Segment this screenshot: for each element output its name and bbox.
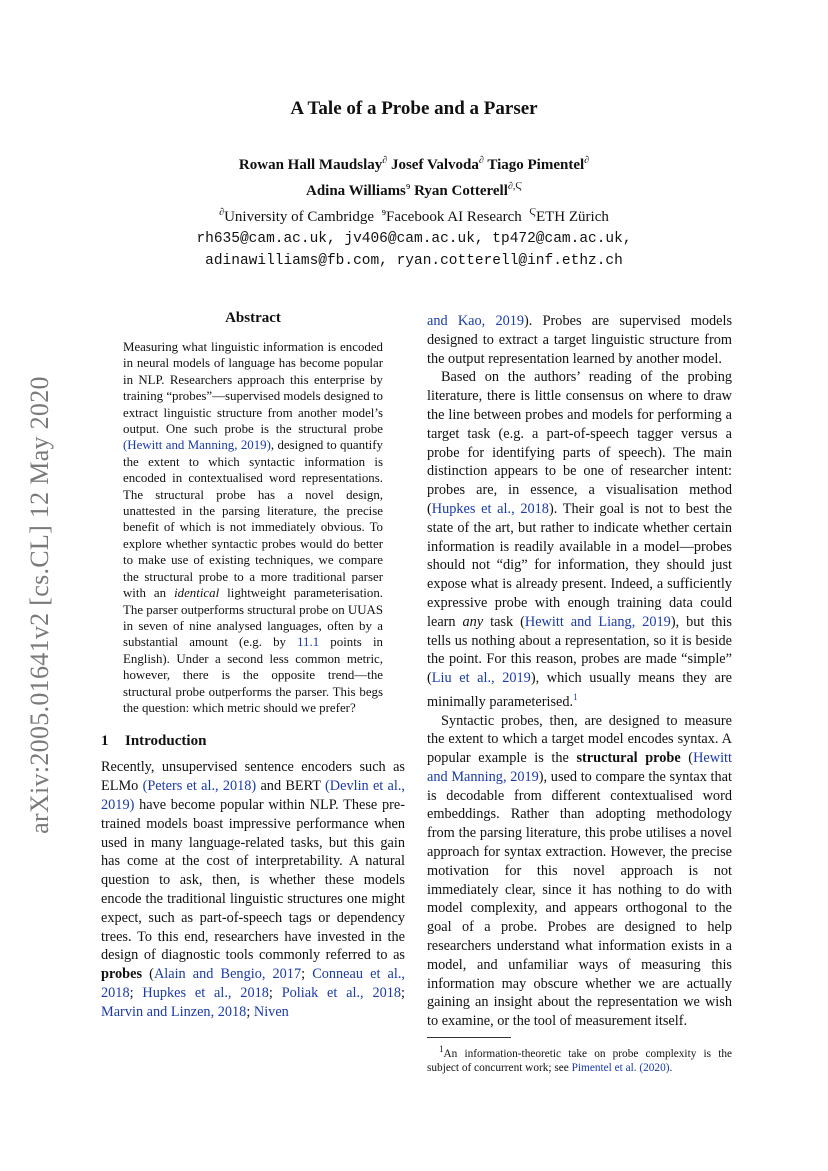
right-paragraph-1 (427, 312, 732, 368)
body-span: Based on the authors’ reading of the probing literature, there is little consensus on where to draw the line between probes and models for performing a target task (e.g. a part-of-speech tagger versus a probe for identifying parts of speech). The main distinction appears to be one of researcher intent: probes are, in essence, a visualisation method ( (427, 369, 732, 517)
author-block (0, 150, 828, 272)
left-column (101, 310, 405, 1022)
abstract-span: , designed to quantify the extent to which syntactic information is encoded in contextualised word representations. The structural probe has a novel design, unattested in the parsing literature, the precise benefit of which is not immediately obvious. To explore whether syntactic probes would do better to make use of existing techniques, we compare the structural probe to a more traditional parser with an (123, 438, 384, 601)
author-line-1 (0, 150, 828, 176)
affiliations (0, 202, 828, 228)
affiliation: University of Cambridge (224, 209, 375, 225)
body-span: ( (680, 750, 694, 767)
section-title: Introduction (125, 733, 207, 750)
body-span: ; (401, 984, 406, 1001)
footnote (427, 1042, 732, 1075)
arxiv-id-text: arXiv:2005.01641v2 [cs.CL] 12 May 2020 (25, 376, 54, 834)
affiliation-sup: Ϛ (529, 207, 536, 218)
author-sup: ∂ (478, 155, 484, 166)
author-sup: ∂ (584, 155, 590, 166)
author-emails-line-2: adinawilliams@fb.com, ryan.cotterell@inf.ethz.ch (205, 253, 623, 269)
right-paragraph-3 (427, 712, 732, 1032)
footnote-number: 1 (439, 1044, 444, 1055)
citation-link[interactable]: Pimentel et al. (2020) (571, 1061, 670, 1074)
abstract-span: points in English). Under a second less common metric, however, there is the opposite trend—the structural probe outperforms the parser. This begs the question: which metric should we prefer? (123, 635, 383, 715)
citation-link[interactable]: Conneau et al., 2018 (101, 966, 405, 1001)
author-sup: ∂ (382, 155, 388, 166)
abstract-number: 11.1 (297, 635, 320, 650)
citation-link[interactable]: Hewitt and Liang, 2019 (524, 613, 671, 630)
citation-link[interactable]: and Kao, 2019 (427, 313, 525, 329)
body-span: ), used to compare the syntax that is decodable from different contextualised word embeddings. Rather than adopting methodology from the parsing literature, this probe utilises a novel approach for syntax extraction. However, the precise motivation for this novel approach is not immediately clear, since it has nothing to do with model complexity, and appears orthogonal to the goal of a probe. Probes are designed to help researchers understand what information exists in a model, and unfamiliar ways of measuring this information may obscure whether we are actually gaining an insight about the representation we wish to examine, or the tool of measurement itself. (427, 768, 732, 1030)
citation-link[interactable]: Marvin and Linzen, 2018 (101, 1003, 247, 1020)
body-span: ; (268, 984, 282, 1001)
abstract-heading: Abstract (225, 310, 281, 326)
right-paragraph-2 (427, 368, 732, 711)
author-name: Ryan Cotterell (414, 183, 508, 199)
body-span: ; (301, 966, 313, 983)
paper-title: A Tale of a Probe and a Parser (290, 98, 538, 119)
footnote-rule (427, 1037, 511, 1038)
footnote-span: An information-theoretic take on probe complexity is the subject of concurrent work; see (427, 1047, 732, 1074)
body-span: ), which usually means they are minimally parameterised. (427, 670, 732, 710)
abstract-span: Measuring what linguistic information is encoded in neural models of language has become popular in NLP. Researchers approach this enterprise by training “probes”—supervised models designed to extract linguistic structure from another model’s output. One such probe is the structural probe (123, 340, 383, 437)
footnote-marker[interactable]: 1 (573, 691, 578, 702)
citation-link[interactable]: Hupkes et al., 2018 (142, 984, 269, 1001)
footnote-span: . (669, 1061, 673, 1074)
body-span: and BERT (256, 778, 326, 795)
body-span: task ( (483, 613, 525, 630)
author-sup: ∂,Ϛ (507, 181, 522, 192)
author-emails-line-1: rh635@cam.ac.uk, jv406@cam.ac.uk, tp472@cam.ac.uk, (196, 231, 632, 247)
author-name: Tiago Pimentel (487, 157, 585, 173)
citation-link[interactable]: Niven (253, 1003, 289, 1020)
author-name: Adina Williams (306, 183, 406, 199)
section-heading-introduction (101, 733, 405, 750)
citation-link[interactable]: Hewitt and Manning, 2019 (427, 750, 732, 785)
body-span: ). Probes are supervised models designed to extract a target linguistic structure from the output representation learned by another model. (427, 313, 733, 367)
body-span: ( (142, 966, 154, 983)
bold-term: structural probe (576, 750, 681, 767)
affiliation-sup: ∂ (219, 207, 225, 218)
body-span: ; (129, 984, 143, 1001)
abstract-span: lightweight parameterisation. The parser outperforms structural probe on UUAS in seven of nine analysed languages, often by a substantial amount (e.g. by (123, 586, 383, 650)
abstract-text (123, 339, 383, 716)
emphasis: any (462, 613, 484, 630)
bold-term: probes (101, 966, 143, 983)
author-name: Rowan Hall Maudslay (238, 157, 383, 173)
affiliation-sup: ɘ (381, 207, 387, 218)
author-sup: ɘ (405, 181, 411, 192)
citation-link[interactable]: (Hewitt and Manning, 2019) (123, 438, 271, 453)
body-span: have become popular within NLP. These pre-trained models boast impressive performance when used in many language-related tasks, but this gain has come at the cost of interpretability. A natural question to ask, then, is whether these models encode the traditional linguistic structures one might expect, such as part-of-speech tags or dependency trees. To this end, researchers have invested in the design of diagnostic tools commonly referred to as (101, 796, 405, 964)
right-column (427, 312, 732, 1075)
citation-link[interactable]: Hupkes et al., 2018 (431, 500, 549, 517)
affiliation: Facebook AI Research (386, 209, 522, 225)
citation-link[interactable]: (Devlin et al., 2019) (101, 778, 405, 813)
arxiv-side-stamp (20, 355, 60, 855)
citation-link[interactable]: Poliak et al., 2018 (281, 984, 402, 1001)
body-span: ), but this tells us nothing about a representation, so it is beside the point. For this reason, probes are made “simple” ( (427, 613, 732, 687)
author-name: Josef Valvoda (390, 157, 479, 173)
citation-link[interactable]: (Peters et al., 2018) (142, 778, 257, 795)
body-span: ). Their goal is not to best the state of the art, but rather to indicate whether certain information is readily available in a model—probes should not “dig” for information, they should just expose what is already present. Indeed, a sufficiently expressive probe with enough training data could learn (427, 500, 733, 630)
abstract-emphasis: identical (174, 586, 220, 601)
citation-link[interactable]: Alain and Bengio, 2017 (153, 966, 302, 983)
intro-paragraph (101, 758, 405, 1021)
citation-link[interactable]: Liu et al., 2019 (431, 670, 531, 687)
body-span: Syntactic probes, then, are designed to measure the extent to which a target model encodes syntax. A popular example is the (427, 712, 732, 767)
author-line-2 (0, 176, 828, 202)
section-number: 1 (101, 733, 109, 750)
body-span: Recently, unsupervised sentence encoders such as ELMo (101, 759, 405, 795)
body-span: ; (246, 1003, 254, 1020)
affiliation: ETH Zürich (535, 209, 609, 225)
